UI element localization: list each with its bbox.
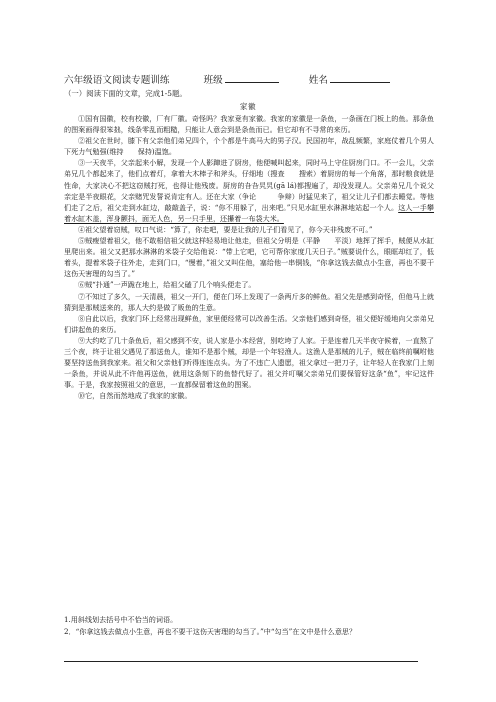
section-instruction: （一）阅读下面的文章，完成1-5题。 (64, 89, 187, 98)
article-title: 家徽 (239, 102, 257, 111)
paragraph-7: ⑦不知过了多久，一天清晨，祖父一开门，便在门环上发现了一条两斤多的鲜鱼。祖父先是感到奇怪，但他马上就猜到是那贼送来的，那人大约是做了贩鱼的生意。 (64, 291, 434, 312)
paragraph-10: ⑩它，自然而然地成了我家的家徽。 (78, 391, 192, 401)
worksheet-header (64, 72, 434, 86)
paragraph-3-text: ③一天夜半，父亲起来小解，发现一个人影蹿进了厨房，他便喊叫起来，同时马上守住厨房门口。不一会儿，父亲弟兄几个都起来了，他们点着灯，拿着大木棒子和斧头，仔细地（搜查 搜索）着厨房的每一个角落，那时粮食就是性命，大家决心不把这窃贼打死，也得让他残废。厨房的旮旮旯旯(gā lá)都搜遍了，却没发现人。父亲弟兄几个说父亲定是半夜眼花，父亲赌咒发誓说肯定有人。还在大家（争论 争辩）时猛见来了，祖父让儿子们都去睡觉。等他们走了之后，祖父走到水缸边，敲敲盖子，说：“你不用躲了，出来吧。”只见水缸里水淋淋地站起一个人。 (64, 158, 434, 212)
paragraph-1: ①国有国徽，校有校徽，厂有厂徽。奇怪吗？我家竟有家徽。我家的家徽是一条鱼，一条画在门板上的鱼。那条鱼的图案画得很笨拙，线条零乱而粗糙，只能让人意会到是条鱼而已。但它却有不寻常的来历。 (64, 114, 434, 135)
underlined-sentence: 这人一手攀着水缸木盖，浑身颤抖，面无人色，另一只手里，还攥着一布袋大米。 (64, 202, 435, 223)
answer-line[interactable] (64, 661, 418, 662)
paragraph-9: ⑨大约吃了几十条鱼后，祖父感到不安，说人家是小本经营，别吃垮了人家。于是连着几天半夜守候着，一直熬了三个夜，终于让祖父遇见了那送鱼人，谁知不是那个贼，却是一个年轻渔人。这渔人是那贼的儿子，贼在临终前嘱咐他要坚持送鱼到我家来。祖父和父亲他们听得连连点头。为了不违亡人遗愿，祖父拿过一把刀子，让年轻人在我家门上刻一条鱼，并说从此不许他再送鱼，就用这条刻下的鱼替代好了。祖父并叮嘱父亲弟兄们要保管好这条“鱼”，牢记这件事。于是，我家按照祖父的意思，一直都保留着这鱼的图案。 (64, 335, 434, 390)
questions-section (64, 614, 434, 637)
paragraph-4: ④祖父望着窃贼，叹口气说：“算了，你走吧，要是让我的儿子们看见了，你今天非残废不可。” (78, 224, 373, 234)
name-blank-field[interactable] (330, 72, 390, 83)
class-label: 班级 (203, 75, 223, 86)
paragraph-3 (64, 157, 434, 224)
paragraph-5: ⑤贼瘦望着祖父，他不敢相信祖父就这样轻易地让他走，但祖父分明是（平静 平淡）地挥了挥手，贼便从水缸里爬出来。祖父又把那水淋淋的米袋子交给他说：“带上它吧，它可帮你家度几天日子。”贼要说什么，眼眶却红了，低着头，提着米袋子往外走，走到门口，“慢着，”祖父又叫住他，塞给他一串铜钱，“你拿这钱去做点小生意，再也不要干这伤天害理的勾当了。” (64, 236, 434, 279)
paragraph-8: ⑧自此以后，我家门环上经常出现鲜鱼，家里便经常可以改善生活。父亲他们感到奇怪，祖父便好缓地向父亲弟兄们讲起鱼的来历。 (64, 313, 434, 334)
worksheet-title: 六年级语文阅读专题训练 (64, 75, 170, 86)
paragraph-2: ②祖父在世时，膝下有父亲他们弟兄四个，个个都是牛高马大的男子汉。民国初年，战乱频繁，家庭仗着几个男人下死力气勉强(维持 保持)温饱。 (64, 136, 434, 157)
question-1: 1.用斜线划去括号中不恰当的词语。 (64, 615, 178, 624)
name-label: 姓名 (308, 75, 328, 86)
class-blank-field[interactable] (225, 72, 279, 83)
question-2: 2．“你拿这钱去做点小生意，再也不要干这伤天害理的勾当了。”中“勾当”在文中是什么意思？ (64, 627, 357, 637)
article-body (64, 113, 434, 401)
paragraph-6: ⑥贼“扑通”一声跪在地上，给祖父磕了几个响头便走了。 (78, 280, 256, 290)
